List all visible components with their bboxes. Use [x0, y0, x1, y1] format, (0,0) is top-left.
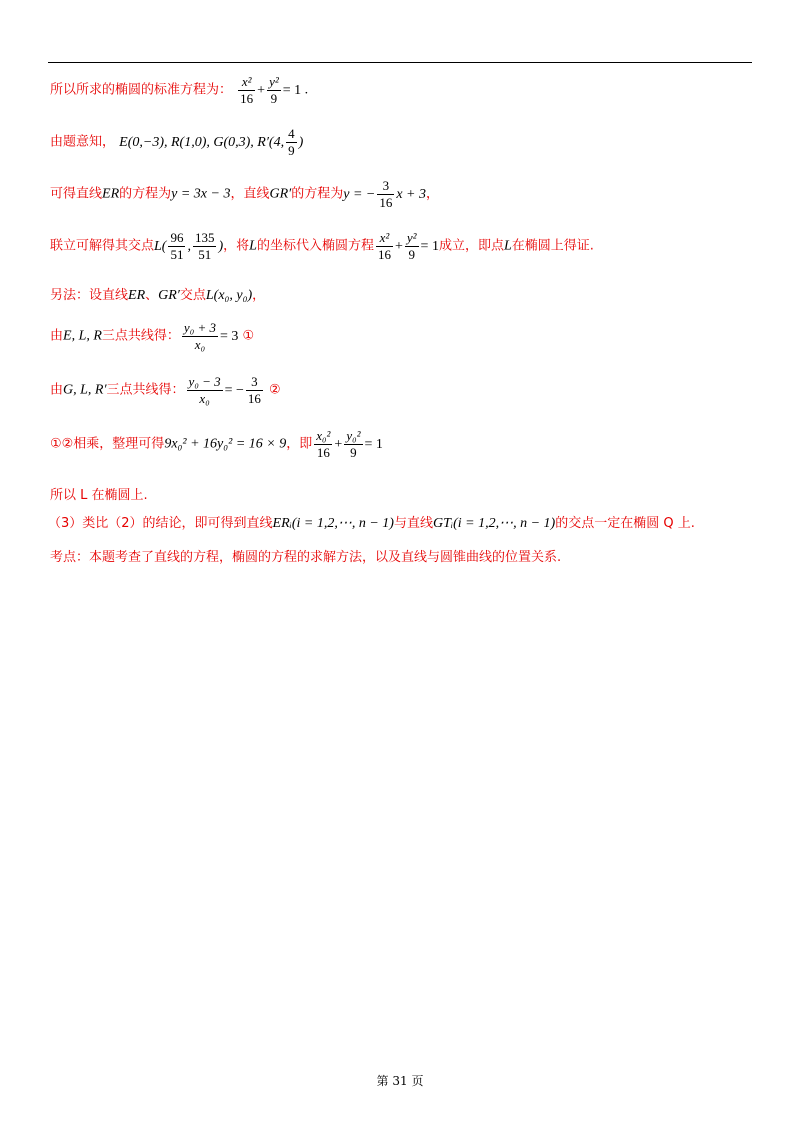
- header-rule: [48, 62, 752, 63]
- line-multiply: ①②相乘，整理可得9x₀² + 16y₀² = 16 × 9，即 $\frac{\text{x₀²}}{16}$ + $\frac{\text{y₀²}}{9}$ = 1: [50, 428, 383, 460]
- text: 所以所求的椭圆的标准方程为：: [50, 82, 233, 98]
- line-alternative: 另法：设直线ER、GR′交点L(x₀, y₀)，: [50, 288, 266, 303]
- line-collinear-1: 由E, L, R三点共线得： $\frac{\text{y₀ + 3}}{\text{x₀}}$ = 3 ①: [50, 320, 255, 352]
- ellipse-equation: $\frac{\text{x²}}{16}$ + $\frac{\text{y²}}{9}$ = 1: [240, 74, 302, 106]
- line-key-points: 考点：本题考查了直线的方程，椭圆的方程的求解方法，以及直线与圆锥曲线的位置关系.: [50, 550, 562, 565]
- page-number: 第 31 页: [376, 1074, 424, 1088]
- line-intersection: 联立可解得其交点L( $\frac{96}{51}$ , $\frac{135}{51}$ )，将L的坐标代入椭圆方程 $\frac{\text{x²}}{16}$ + $\frac{\text{y²}}{9}$ = 1成立，即点L在椭圆上得证.: [50, 230, 594, 262]
- line-conclusion: 所以 L 在椭圆上.: [50, 488, 148, 503]
- line-line-equations: 可得直线ER的方程为y = 3x − 3，直线GR′的方程为y = − $\frac{3}{16}$ x + 3，: [50, 178, 440, 210]
- points-math: E(0,−3), R(1,0), G(0,3), R′(4, $\frac{4}{9}$ ): [119, 126, 304, 158]
- line-collinear-2: 由G, L, R′三点共线得： $\frac{\text{y₀ − 3}}{\text{x₀}}$ = − $\frac{3}{16}$ ②: [50, 374, 281, 406]
- line-standard-equation: 所以所求的椭圆的标准方程为： $\frac{\text{x²}}{16}$ + $\frac{\text{y²}}{9}$ = 1 .: [50, 74, 309, 106]
- line-points: 由题意知， E(0,−3), R(1,0), G(0,3), R′(4, $\frac{4}{9}$ ): [50, 126, 304, 158]
- line-part-3: （3）类比（2）的结论，即可得到直线ERᵢ(i = 1,2,⋯, n − 1)与直线GTᵢ(i = 1,2,⋯, n − 1)的交点一定在椭圆 Q 上.: [48, 516, 695, 531]
